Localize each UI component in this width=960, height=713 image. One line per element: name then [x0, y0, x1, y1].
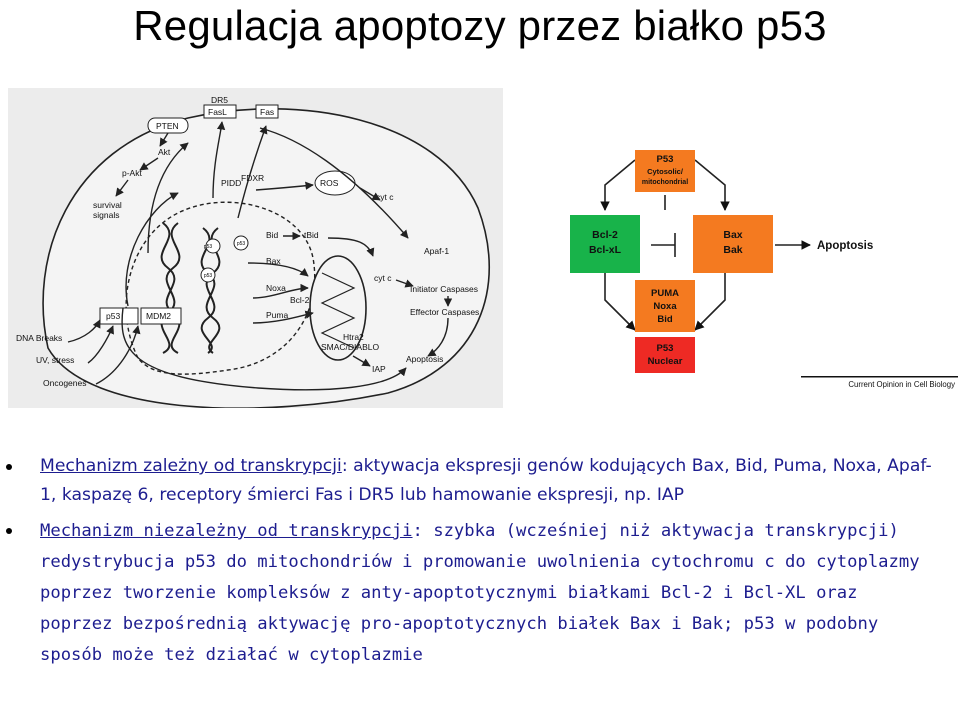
bcl-line1: Bcl-2 — [592, 229, 618, 241]
source-rule — [801, 376, 958, 378]
p53-cyto-line2: Cytosolic/ — [647, 167, 683, 176]
label-pten: PTEN — [156, 121, 179, 131]
label-htra2: Htra2 — [343, 332, 364, 342]
apoptosis-label: Apoptosis — [817, 240, 874, 252]
label-effector: Effector Caspases — [410, 307, 480, 317]
bullet-marker — [6, 528, 12, 534]
label-ros: ROS — [320, 178, 339, 188]
bullet2-text: : szybka (wcześniej niż aktywacja transkrypcji) redystrybucja p53 do mitochondriów i promowanie uwolnienia cytochromu c do cytoplazmy poprzez tworzenie kompleksów z anty-apoptotycznymi białkami Bcl-2 i Bcl-XL oraz poprzez bezpośrednią aktywację pro-apoptotycznych białek Bax i Bak; p53 w podobny sposób może też działać w cytoplazmie — [40, 521, 920, 665]
label-bcl2: Bcl-2 — [290, 295, 310, 305]
bullet-list — [0, 452, 960, 671]
bullet-marker — [6, 464, 12, 470]
label-apaf1: Apaf-1 — [424, 246, 450, 256]
bullet2-heading: Mechanizm niezależny od transkrypcji — [40, 521, 413, 541]
p53-cyto-line1: P53 — [656, 154, 674, 165]
p53-mitochondrial-diagram — [565, 150, 960, 395]
label-dna-breaks: DNA Breaks — [16, 333, 63, 343]
puma-line3: Bid — [657, 314, 673, 325]
label-puma: Puma — [266, 310, 289, 320]
label-fasl: FasL — [208, 107, 227, 117]
label-bid: Bid — [266, 230, 279, 240]
label-uv-stress: UV, stress — [36, 355, 75, 365]
bullet-transcription-independent — [0, 516, 960, 671]
bullet1-text: : aktywacja ekspresji genów kodujących Bax, Bid, Puma, Noxa, Apaf-1, kaspazę 6, receptory śmierci Fas i DR5 lub hamowanie ekspresji, np. IAP — [40, 456, 932, 505]
label-pidd: PIDD — [221, 178, 242, 188]
label-fas: Fas — [260, 107, 275, 117]
source-caption: Current Opinion in Cell Biology — [848, 380, 955, 389]
bullet-transcription-dependent — [0, 452, 960, 510]
bax-line1: Bax — [723, 229, 743, 241]
label-p53c: p53 — [203, 273, 213, 279]
puma-line1: PUMA — [651, 288, 679, 299]
label-iap: IAP — [372, 364, 386, 374]
bax-line2: Bak — [723, 244, 743, 256]
nuclear-line1: P53 — [656, 343, 674, 354]
bullet1-heading: Mechanizm zależny od transkrypcji — [40, 456, 342, 476]
label-pakt: p-Akt — [122, 168, 142, 178]
label-initiator: Initiator Caspases — [410, 284, 479, 294]
puma-line2: Noxa — [653, 301, 677, 312]
label-noxa: Noxa — [266, 283, 286, 293]
nuclear-line2: Nuclear — [647, 356, 683, 367]
label-cytc-mid: cyt c — [374, 273, 392, 283]
label-p53b: p53 — [236, 241, 246, 247]
label-tbid: tBid — [304, 230, 319, 240]
label-oncogenes: Oncogenes — [43, 378, 87, 388]
bcl-line2: Bcl-xL — [588, 244, 622, 256]
slide-title: Regulacja apoptozy przez białko p53 — [133, 2, 827, 49]
label-p53: p53 — [106, 311, 121, 321]
label-bax: Bax — [266, 256, 281, 266]
label-akt: Akt — [158, 147, 171, 157]
label-dr5: DR5 — [211, 95, 229, 105]
p53-cyto-line3: mitochondrial — [641, 179, 689, 186]
label-signals: signals — [93, 210, 120, 220]
label-fdxr: FDXR — [241, 173, 265, 183]
label-survival: survival — [93, 200, 122, 210]
label-p53a: p53 — [203, 244, 213, 250]
label-mdm2: MDM2 — [146, 311, 172, 321]
label-smac: SMAC/DIABLO — [321, 342, 380, 352]
p53-cell-pathway-diagram — [8, 88, 503, 408]
label-cytc-top: cyt c — [376, 192, 394, 202]
label-apoptosis-left: Apoptosis — [406, 354, 444, 364]
